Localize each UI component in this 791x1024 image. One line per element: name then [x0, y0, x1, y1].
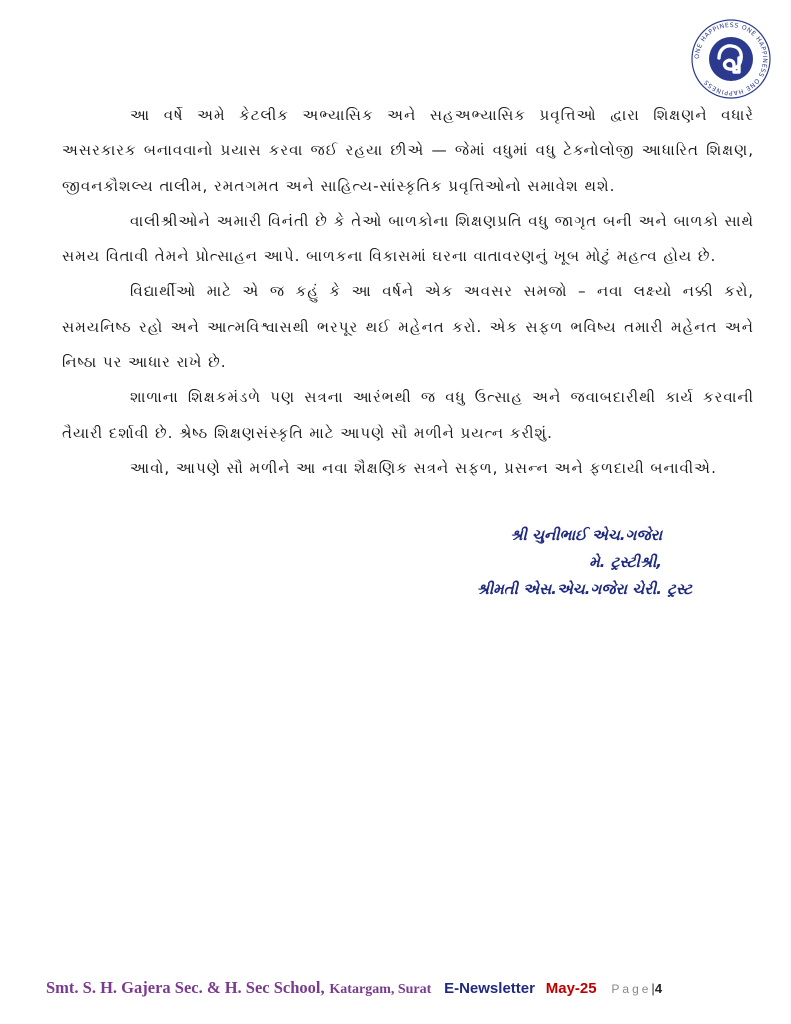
signatory-organization: શ્રીમતી એસ.એચ.ગજેરા ચેરી. ટ્રસ્ટ [476, 580, 692, 598]
footer-page-label: Page [611, 982, 652, 996]
logo-ring-text: ONE HAPPINESS ONE HAPPINESS ONE HAPPINESS [693, 21, 769, 97]
signatory-name: શ્રી ચુનીભાઈ એચ.ગજેરા [510, 526, 662, 544]
footer-month: May-25 [545, 980, 597, 997]
body-paragraph: આ વર્ષે અમે કેટલીક અભ્યાસિક અને સહઅભ્યાસિક પ્રવૃત્તિઓ દ્વારા શિક્ષણને વધારે અસરકારક બનાવવાનો પ્રયાસ કરવા જઈ રહયા છીએ — જેમાં વધુમાં વધુ ટેક્નોલોજી આધારિત શિક્ષણ, જીવનકૌશલ્ય તાલીમ, રમતગમત અને સાહિત્ય-સાંસ્કૃતિક પ્રવૃત્તિઓનો સમાવેશ થશે. [62, 106, 754, 195]
body-paragraph: વાલીશ્રીઓને અમારી વિનંતી છે કે તેઓ બાળકોના શિક્ષણપ્રતિ વધુ જાગૃત બની અને બાળકો સાથે સમય વિતાવી તેમને પ્રોત્સાહન આપે. બાળકના વિકાસમાં ઘરના વાતાવરણનું ખૂબ મોટું મહત્વ હોય છે. [62, 211, 754, 266]
signature-block [400, 522, 740, 603]
body-paragraph: શાળાના શિક્ષકમંડળે પણ સત્રના આરંભથી જ વધુ ઉત્સાહ અને જવાબદારીથી કાર્ય કરવાની તૈયારી દર્શાવી છે. શ્રેષ્ઠ શિક્ષણસંસ્કૃતિ માટે આપણે સૌ મળીને પ્રયત્ન કરીશું. [62, 388, 754, 442]
body-paragraph: આવો, આપણે સૌ મળીને આ નવા શૈક્ષણિક સત્રને સફળ, પ્રસન્ન અને ફળદાયી બનાવીએ. [130, 458, 717, 477]
footer-page-number: 4 [654, 981, 663, 996]
footer-place: Katargam, Surat [329, 982, 432, 997]
signatory-title: મે. ટ્રસ્ટીશ્રી, [589, 553, 662, 571]
body-paragraph: વિદ્યાર્થીઓ માટે એ જ કહું કે આ વર્ષને એક અવસર સમજો – નવા લક્ષ્યો નક્કી કરો, સમયનિષ્ઠ રહો અને આત્મવિશ્વાસથી ભરપૂર થઈ મહેનત કરો. એક સફળ ભવિષ્ય તમારી મહેનત અને નિષ્ઠા પર આધાર રાખે છે. [62, 282, 754, 372]
school-logo [690, 18, 772, 100]
footer-newsletter-label: E-Newsletter [444, 980, 535, 997]
page-footer [46, 978, 746, 998]
footer-separator: | [651, 981, 655, 996]
letter-body [62, 98, 754, 486]
footer-school-name: Smt. S. H. Gajera Sec. & H. Sec School, [46, 978, 325, 997]
